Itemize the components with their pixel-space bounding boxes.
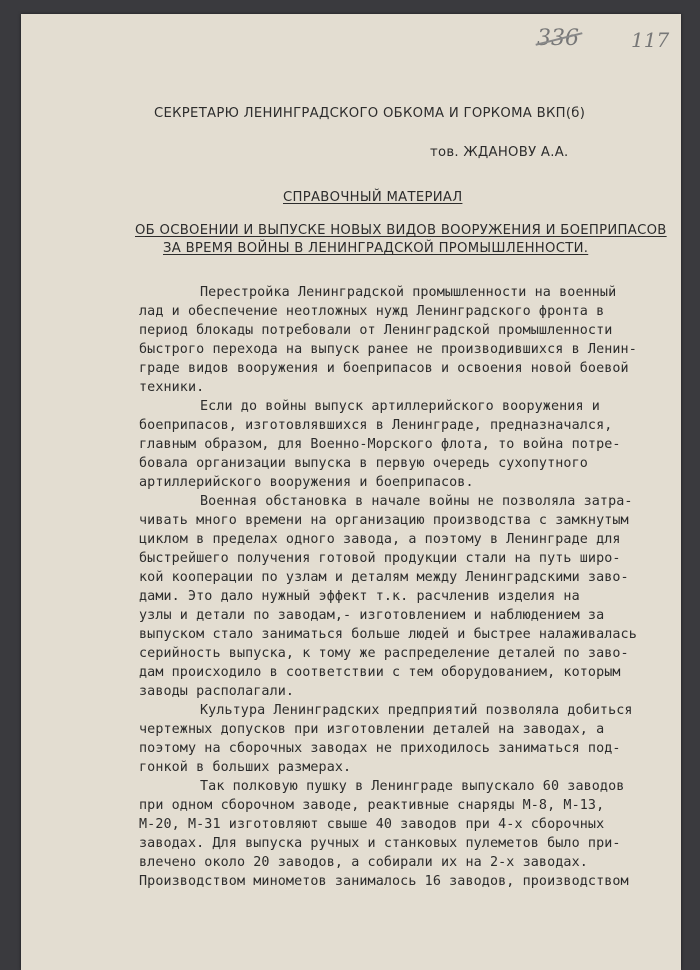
body-line: чивать много времени на организацию производства с замкнутым	[139, 513, 629, 528]
document-subtitle-line-2: ЗА ВРЕМЯ ВОЙНЫ В ЛЕНИНГРАДСКОЙ ПРОМЫШЛЕННОСТИ.	[163, 241, 589, 256]
body-line: быстрейшего получения готовой продукции стали на путь широ-	[139, 551, 621, 566]
recipient-line: тов. ЖДАНОВУ А.А.	[430, 145, 569, 160]
body-line: узлы и детали по заводам,- изготовлением и наблюдением за	[139, 608, 605, 623]
body-line: техники.	[139, 380, 205, 395]
document-subtitle-line-1: ОБ ОСВОЕНИИ И ВЫПУСКЕ НОВЫХ ВИДОВ ВООРУЖЕНИЯ И БОЕПРИПАСОВ	[135, 223, 667, 238]
page-number: 117	[631, 28, 670, 52]
body-line: кой кооперации по узлам и деталям между Ленинградскими заво-	[139, 570, 629, 585]
body-line: чертежных допусков при изготовлении деталей на заводах, а	[139, 722, 605, 737]
body-line: Перестройка Ленинградской промышленности на военный	[200, 285, 617, 300]
crossed-archive-number	[537, 26, 579, 51]
document-page	[21, 14, 681, 970]
body-line: дам происходило в соответствии с тем оборудованием, которым	[139, 665, 621, 680]
body-line: выпуском стало заниматься больше людей и быстрее налаживалась	[139, 627, 637, 642]
body-line: бовала организации выпуска в первую очередь сухопутного	[139, 456, 588, 471]
body-line: главным образом, для Военно-Морского флота, то война потре-	[139, 437, 621, 452]
addressee-line: СЕКРЕТАРЮ ЛЕНИНГРАДСКОГО ОБКОМА И ГОРКОМА ВКП(б)	[154, 106, 586, 121]
body-line: период блокады потребовали от Ленинградской промышленности	[139, 323, 613, 338]
body-line: Производством минометов занималось 16 заводов, производством	[139, 874, 629, 889]
body-line: боеприпасов, изготовлявшихся в Ленинграде, предназначался,	[139, 418, 613, 433]
body-line: граде видов вооружения и боеприпасов и освоения новой боевой	[139, 361, 629, 376]
crossed-number-text: 336	[537, 26, 579, 51]
body-line: серийность выпуска, к тому же распределение деталей по заво-	[139, 646, 629, 661]
body-line: заводах. Для выпуска ручных и станковых пулеметов было при-	[139, 836, 621, 851]
document-title: СПРАВОЧНЫЙ МАТЕРИАЛ	[283, 190, 463, 205]
body-line: Если до войны выпуск артиллерийского вооружения и	[200, 399, 600, 414]
body-line: дами. Это дало нужный эффект т.к. расчленив изделия на	[139, 589, 580, 604]
body-line: лад и обеспечение неотложных нужд Ленинградского фронта в	[139, 304, 605, 319]
body-line: М-20, М-31 изготовляют свыше 40 заводов при 4-х сборочных	[139, 817, 605, 832]
body-line: Военная обстановка в начале войны не позволяла затра-	[200, 494, 633, 509]
body-line: при одном сборочном заводе, реактивные снаряды М-8, М-13,	[139, 798, 605, 813]
body-line: циклом в пределах одного завода, а поэтому в Ленинграде для	[139, 532, 621, 547]
body-line: Культура Ленинградских предприятий позволяла добиться	[200, 703, 633, 718]
body-line: артиллерийского вооружения и боеприпасов.	[139, 475, 474, 490]
body-line: влечено около 20 заводов, а собирали их на 2-х заводах.	[139, 855, 588, 870]
body-line: заводы располагали.	[139, 684, 295, 699]
body-line: гонкой в больших размерах.	[139, 760, 352, 775]
body-line: Так полковую пушку в Ленинграде выпускало 60 заводов	[200, 779, 625, 794]
body-line: быстрого перехода на выпуск ранее не производившихся в Ленин-	[139, 342, 637, 357]
body-line: поэтому на сборочных заводах не приходилось заниматься под-	[139, 741, 621, 756]
